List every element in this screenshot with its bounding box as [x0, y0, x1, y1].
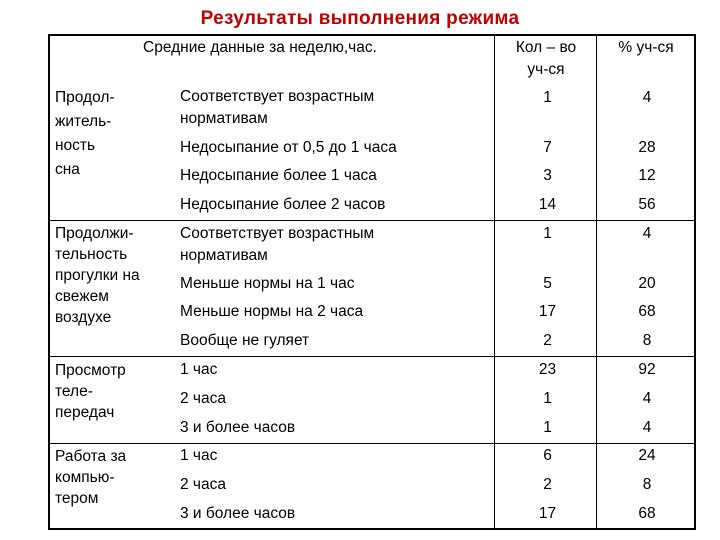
row-description: Соответствует возрастным нормативам: [180, 225, 375, 264]
row-description: Недосыпание более 1 часа: [180, 167, 377, 184]
row-percent: 8: [642, 476, 652, 493]
column-divider-pct: [596, 34, 597, 530]
group-label-walk: Продолжи- тельность прогулки на свежем воздухе: [55, 225, 140, 326]
row-count: 1: [543, 89, 552, 106]
row-count: 17: [538, 505, 557, 522]
header-percent: % уч-ся: [618, 39, 674, 56]
row-percent: 12: [638, 167, 656, 184]
group-divider: [48, 443, 696, 444]
group-label-sleep: Продол- житель- ность сна: [55, 89, 115, 178]
row-description: Соответствует возрастным нормативам: [180, 88, 375, 127]
row-percent: 20: [638, 275, 656, 292]
row-percent: 68: [638, 505, 656, 522]
row-count: 17: [538, 303, 557, 320]
group-label-tv: Просмотр теле- передач: [55, 362, 126, 421]
row-count: 5: [543, 275, 552, 292]
group-label-computer: Работа за компью- тером: [55, 448, 127, 507]
page-title: Результаты выполнения режима: [200, 8, 520, 29]
row-percent: 4: [642, 419, 652, 436]
row-percent: 28: [638, 139, 656, 156]
group-divider: [48, 356, 696, 357]
row-count: 1: [543, 419, 552, 436]
row-description: Вообще не гуляет: [180, 332, 310, 349]
row-count: 2: [543, 332, 552, 349]
row-description: 3 и более часов: [180, 419, 296, 436]
row-count: 2: [543, 476, 552, 493]
row-count: 1: [543, 390, 552, 407]
row-description: Недосыпание от 0,5 до 1 часа: [180, 139, 397, 156]
row-percent: 92: [638, 361, 656, 378]
row-percent: 4: [642, 225, 652, 242]
row-count: 3: [543, 167, 552, 184]
row-percent: 24: [638, 447, 656, 464]
row-count: 7: [543, 139, 552, 156]
row-description: Недосыпание более 2 часов: [180, 196, 386, 213]
row-description: Меньше нормы на 2 часа: [180, 303, 364, 320]
header-description: Средние данные за неделю,час.: [143, 39, 377, 56]
row-description: 2 часа: [180, 476, 226, 493]
header-count: Кол – во уч-ся: [515, 39, 577, 78]
row-count: 23: [538, 361, 557, 378]
row-percent: 8: [642, 332, 652, 349]
row-description: 1 час: [180, 361, 218, 378]
row-percent: 4: [642, 390, 652, 407]
column-divider-kol: [494, 34, 495, 530]
row-description: Меньше нормы на 1 час: [180, 275, 355, 292]
row-count: 14: [538, 196, 557, 213]
row-percent: 68: [638, 303, 656, 320]
row-description: 2 часа: [180, 390, 226, 407]
row-count: 6: [543, 447, 552, 464]
row-percent: 56: [638, 196, 656, 213]
row-percent: 4: [642, 89, 652, 106]
group-divider: [48, 220, 696, 221]
row-count: 1: [543, 225, 552, 242]
row-description: 1 час: [180, 447, 218, 464]
row-description: 3 и более часов: [180, 505, 296, 522]
